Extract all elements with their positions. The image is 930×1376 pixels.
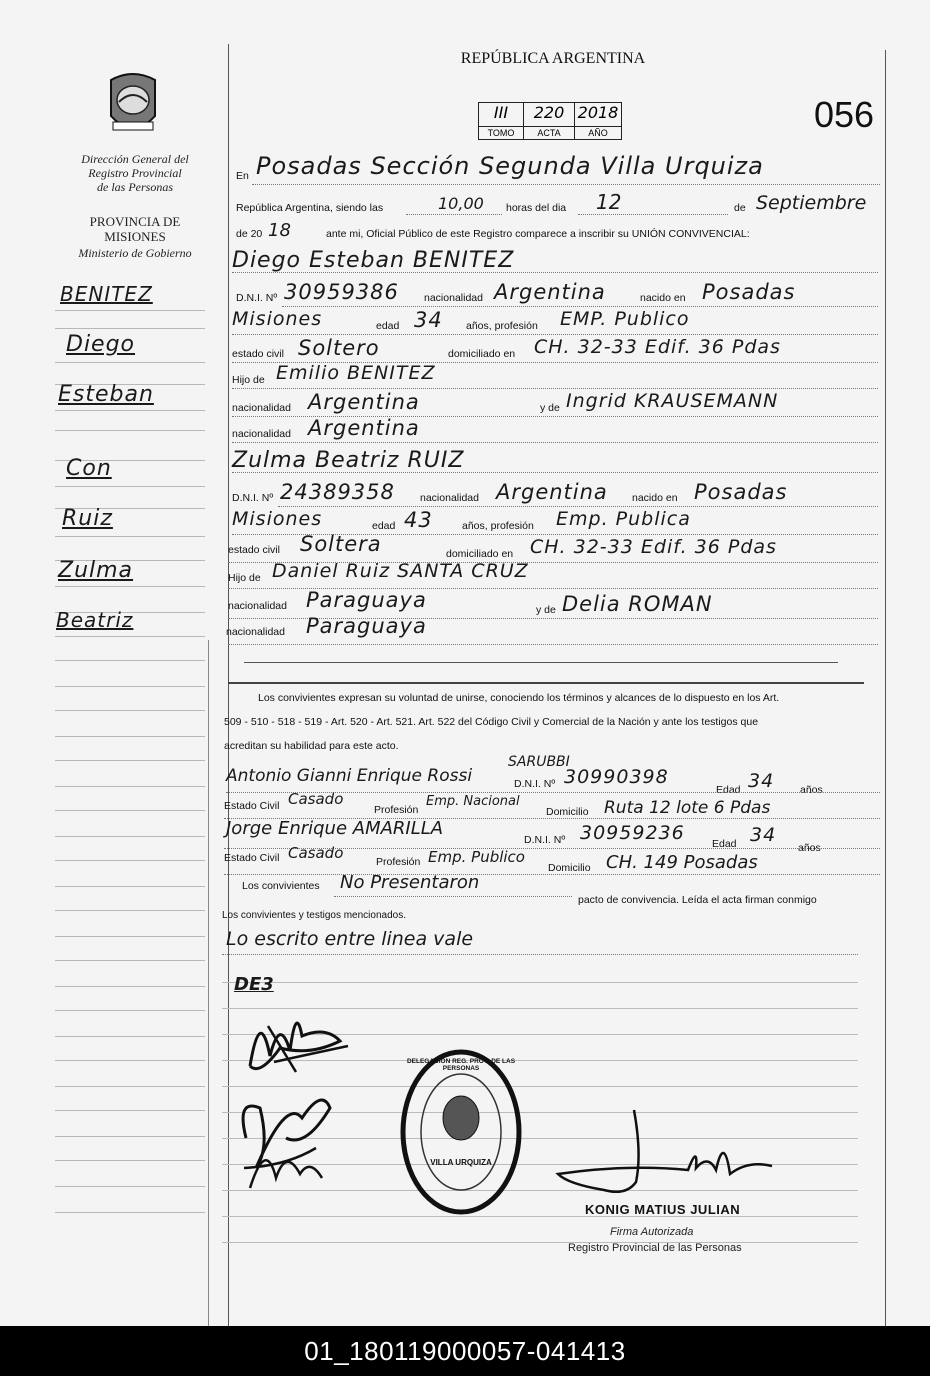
p2-dni-value: 24389358 bbox=[280, 480, 395, 504]
legal-line-1: Los convivientes expresan su voluntad de unirse, conociendo los términos y alcances de lo dispuesto en los Art. bbox=[258, 692, 780, 704]
p1-nac-padre-label: nacionalidad bbox=[232, 402, 291, 414]
p2-nacido-label: nacido en bbox=[632, 492, 678, 504]
margin-name-5: Ruiz bbox=[62, 506, 113, 531]
w1-anios-label: años bbox=[800, 784, 823, 796]
w2-profesion-label: Profesión bbox=[376, 856, 421, 868]
w2-edad-label: Edad bbox=[712, 838, 737, 850]
margin-name-3: Esteban bbox=[58, 382, 154, 407]
w1-edad-value: 34 bbox=[748, 770, 775, 792]
w1-domicilio-label: Domicilio bbox=[546, 806, 589, 818]
p2-nac-madre-value: Paraguaya bbox=[306, 614, 427, 638]
margin-name-4: Con bbox=[66, 456, 112, 481]
acta-label: ACTA bbox=[524, 126, 574, 139]
w2-domicilio-label: Domicilio bbox=[548, 862, 591, 874]
p2-padre-value: Daniel Ruiz SANTA CRUZ bbox=[272, 560, 529, 582]
p1-nac-padre-value: Argentina bbox=[308, 390, 420, 414]
p1-domicilio-label: domiciliado en bbox=[448, 348, 516, 360]
file-id-footer: 01_180119000057-041413 bbox=[0, 1326, 930, 1376]
p2-civil-value: Soltera bbox=[300, 532, 382, 556]
anio-value: 2018 bbox=[577, 103, 619, 122]
w2-name-value: Jorge Enrique AMARILLA bbox=[226, 818, 444, 839]
p1-nac-madre-label: nacionalidad bbox=[232, 428, 291, 440]
tomo-acta-anio-box bbox=[478, 102, 622, 140]
p1-edad-value: 34 bbox=[414, 308, 443, 332]
w2-civil-label: Estado Civil bbox=[224, 852, 280, 864]
anio-suffix-value: 18 bbox=[268, 220, 291, 241]
signature-official bbox=[548, 1104, 788, 1204]
p2-nacionalidad-label: nacionalidad bbox=[420, 492, 479, 504]
p2-nac-padre-label: nacionalidad bbox=[228, 600, 287, 612]
p2-profesion-label: años, profesión bbox=[462, 520, 534, 532]
official-seal bbox=[396, 1046, 526, 1218]
w1-civil-label: Estado Civil bbox=[224, 800, 280, 812]
margin-name-2: Diego bbox=[66, 332, 136, 357]
pacto-value: No Presentaron bbox=[340, 872, 480, 893]
official-office: Registro Provincial de las Personas bbox=[568, 1242, 742, 1254]
p1-nacionalidad-label: nacionalidad bbox=[424, 292, 483, 304]
place-value: Posadas Sección Segunda Villa Urquiza bbox=[256, 152, 764, 180]
signature-convivient-2 bbox=[226, 1078, 346, 1208]
pacto-label: pacto de convivencia. Leída el acta firman conmigo bbox=[578, 894, 817, 906]
w1-dni-value: 30990398 bbox=[564, 766, 669, 788]
p2-domicilio-label: domiciliado en bbox=[446, 548, 514, 560]
w1-apellido2-value: SARUBBI bbox=[508, 754, 570, 770]
p2-y-de-label: y de bbox=[536, 604, 556, 616]
inner-margin-rule bbox=[208, 640, 209, 1326]
province-name: PROVINCIA DE MISIONES bbox=[89, 214, 181, 244]
p1-dni-label: D.N.I. Nº bbox=[236, 292, 278, 304]
p1-profesion-label: años, profesión bbox=[466, 320, 538, 332]
official-name: KONIG MATIUS JULIAN bbox=[585, 1202, 741, 1217]
hora-value: 10,00 bbox=[438, 194, 484, 213]
p2-nacionalidad-value: Argentina bbox=[496, 480, 608, 504]
p1-civil-value: Soltero bbox=[298, 336, 380, 360]
p2-profesion-value: Emp. Publica bbox=[556, 508, 691, 530]
p1-profesion-value: EMP. Publico bbox=[560, 308, 690, 330]
p1-hijo-label: Hijo de bbox=[232, 374, 265, 386]
p2-edad-label: edad bbox=[372, 520, 396, 532]
w2-domicilio-value: CH. 149 Posadas bbox=[606, 852, 758, 873]
p2-madre-value: Delia ROMAN bbox=[562, 592, 713, 616]
stamp-mark: DE3 bbox=[234, 974, 274, 995]
p2-edad-value: 43 bbox=[404, 508, 433, 532]
ante-label: ante mi, Oficial Público de este Registro comparece a inscribir su UNIÓN CONVIVENCIAL: bbox=[326, 228, 750, 240]
p2-nac-padre-value: Paraguaya bbox=[306, 588, 427, 612]
seal-text: DELEGACION REG. PROV. DE LAS PERSONAS bbox=[406, 1058, 516, 1072]
p1-civil-label: estado civil bbox=[232, 348, 284, 360]
seal-center-text: VILLA URQUIZA bbox=[430, 1158, 492, 1167]
mes-value: Septiembre bbox=[756, 192, 867, 214]
country-title: REPÚBLICA ARGENTINA bbox=[460, 50, 646, 67]
p1-full-name: Diego Esteban BENITEZ bbox=[232, 248, 515, 273]
p1-y-de-label: y de bbox=[540, 402, 560, 414]
margin-name-6: Zulma bbox=[58, 558, 134, 583]
de-label: de bbox=[734, 202, 746, 214]
tomo-label: TOMO bbox=[479, 126, 523, 139]
p2-hijo-label: Hijo de bbox=[228, 572, 261, 584]
w1-domicilio-value: Ruta 12 lote 6 Pdas bbox=[604, 798, 771, 818]
w2-civil-value: Casado bbox=[288, 844, 344, 862]
horas-label: horas del dia bbox=[506, 202, 567, 214]
w1-profesion-label: Profesión bbox=[374, 804, 419, 816]
w1-name-value: Antonio Gianni Enrique Rossi bbox=[226, 766, 473, 786]
w2-anios-label: años bbox=[798, 842, 821, 854]
convivientes-label: Los convivientes bbox=[242, 880, 320, 892]
margin-name-7: Beatriz bbox=[56, 608, 134, 632]
p2-lugar2-value: Misiones bbox=[232, 508, 323, 530]
p2-nac-madre-label: nacionalidad bbox=[226, 626, 285, 638]
de-anio-label: de 20 bbox=[236, 228, 263, 240]
p1-lugar2-value: Misiones bbox=[232, 308, 323, 330]
p2-dni-label: D.N.I. Nº bbox=[232, 492, 274, 504]
p2-lugar-value: Posadas bbox=[694, 480, 788, 504]
w1-profesion-value: Emp. Nacional bbox=[426, 794, 520, 809]
p1-padre-value: Emilio BENITEZ bbox=[276, 362, 436, 384]
w2-dni-label: D.N.I. Nº bbox=[524, 834, 566, 846]
provincial-emblem-icon bbox=[105, 70, 161, 142]
legal-line-3: acreditan su habilidad para este acto. bbox=[224, 740, 399, 752]
w1-civil-value: Casado bbox=[288, 790, 344, 808]
folio-number: 056 bbox=[814, 94, 875, 135]
registry-name: Dirección General del Registro Provincial de las Personas bbox=[81, 152, 189, 194]
w1-dni-label: D.N.I. Nº bbox=[514, 778, 556, 790]
p2-full-name: Zulma Beatriz RUIZ bbox=[232, 448, 465, 473]
p1-nacionalidad-value: Argentina bbox=[494, 280, 606, 304]
acta-value: 220 bbox=[533, 103, 565, 122]
tomo-value: III bbox=[493, 103, 509, 122]
anio-label: AÑO bbox=[575, 126, 621, 139]
testigos-label: Los convivientes y testigos mencionados. bbox=[222, 910, 406, 921]
p1-edad-label: edad bbox=[376, 320, 400, 332]
p1-nac-madre-value: Argentina bbox=[308, 416, 420, 440]
w2-dni-value: 30959236 bbox=[580, 822, 685, 844]
official-title: Firma Autorizada bbox=[610, 1226, 694, 1238]
margin-name-1: BENITEZ bbox=[60, 282, 153, 306]
en-label: En bbox=[236, 170, 249, 182]
ministry-name: Ministerio de Gobierno bbox=[78, 246, 192, 260]
siendo-label: República Argentina, siendo las bbox=[236, 202, 384, 214]
p2-civil-label: estado civil bbox=[228, 544, 280, 556]
right-rule bbox=[885, 50, 886, 1326]
signature-convivient-1 bbox=[230, 996, 380, 1086]
dia-value: 12 bbox=[596, 190, 622, 214]
w2-profesion-value: Emp. Publico bbox=[428, 848, 525, 866]
w1-edad-label: Edad bbox=[716, 784, 741, 796]
p1-madre-value: Ingrid KRAUSEMANN bbox=[566, 390, 779, 412]
p1-lugar-value: Posadas bbox=[702, 280, 796, 304]
p1-nacido-label: nacido en bbox=[640, 292, 686, 304]
p1-domicilio-value: CH. 32-33 Edif. 36 Pdas bbox=[534, 336, 781, 358]
nota-value: Lo escrito entre linea vale bbox=[226, 928, 474, 950]
w2-edad-value: 34 bbox=[750, 824, 777, 846]
p1-dni-value: 30959386 bbox=[284, 280, 399, 304]
legal-line-2: 509 - 510 - 518 - 519 - Art. 520 - Art. 521. Art. 522 del Código Civil y Comercial de la Nación y ante los testigos que bbox=[224, 716, 759, 728]
p2-domicilio-value: CH. 32-33 Edif. 36 Pdas bbox=[530, 536, 777, 558]
